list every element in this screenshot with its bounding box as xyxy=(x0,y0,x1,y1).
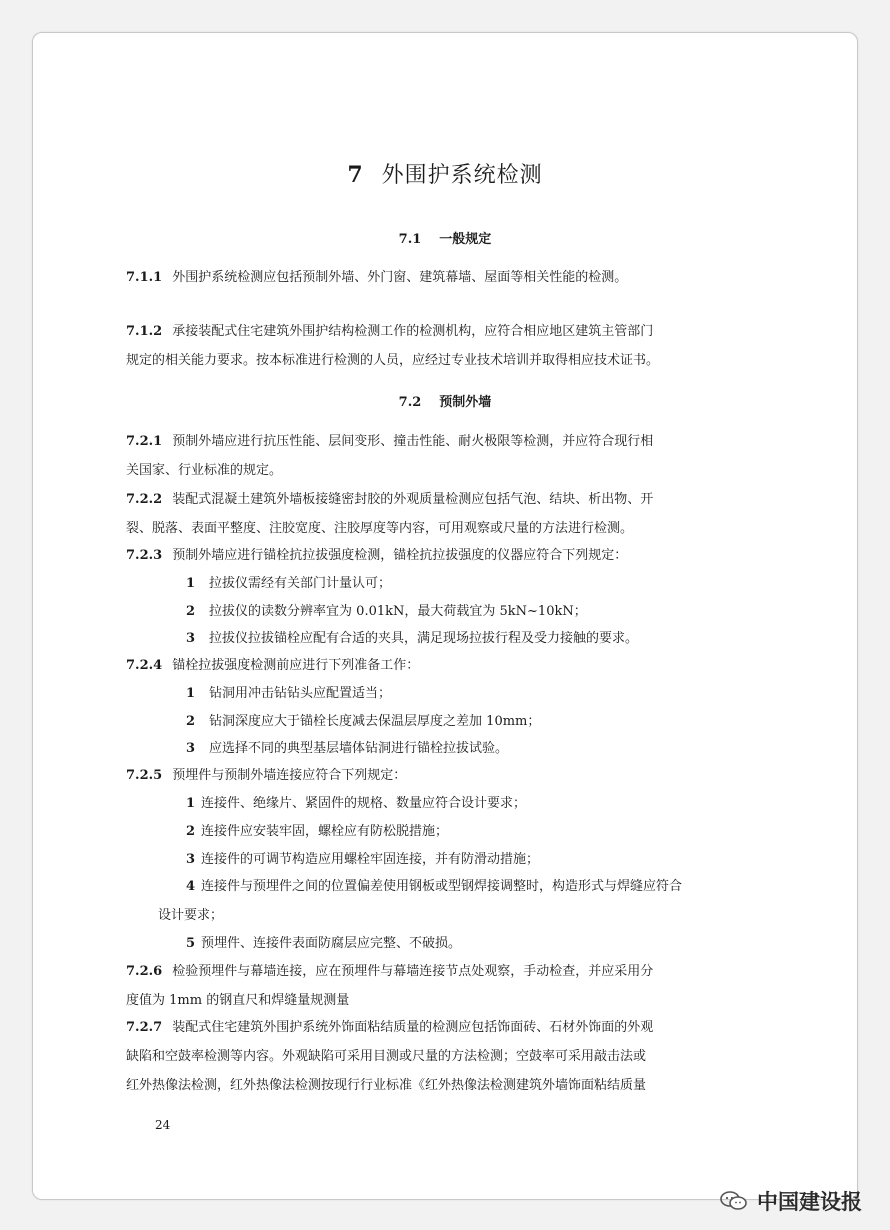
clause-text: 外围护系统检测应包括预制外墙、外门窗、建筑幕墙、屋面等相关性能的检测。 xyxy=(172,270,628,285)
item-number: 1 xyxy=(186,796,196,811)
item-number: 2 xyxy=(186,824,196,839)
clause-text: 承接装配式住宅建筑外围护结构检测工作的检测机构，应符合相应地区建筑主管部门 xyxy=(172,324,654,339)
list-item xyxy=(186,707,746,736)
item-text: 钻洞用冲击钻钻头应配置适当； xyxy=(209,686,392,701)
list-item xyxy=(186,679,746,708)
item-text: 连接件与预埋件之间的位置偏差使用钢板或型钢焊接调整时，构造形式与焊缝应符合 xyxy=(201,879,683,894)
item-text: 钻洞深度应大于锚栓长度减去保温层厚度之差加 10mm； xyxy=(209,714,541,729)
clause-text-cont: 关国家、行业标准的规定。 xyxy=(126,463,283,478)
clause-number: 7.2.3 xyxy=(126,548,163,563)
item-text: 连接件的可调节构造应用螺栓牢固连接，并有防滑动措施； xyxy=(201,852,540,867)
item-text: 连接件、绝缘片、紧固件的规格、数量应符合设计要求； xyxy=(201,796,527,811)
item-number: 3 xyxy=(186,852,196,867)
item-number: 2 xyxy=(186,604,196,619)
list-item xyxy=(186,734,746,763)
clause-7-2-6 xyxy=(126,957,740,1015)
clause-number: 7.2.5 xyxy=(126,768,163,783)
clause-number: 7.2.2 xyxy=(126,492,163,507)
clause-text: 预制外墙应进行抗压性能、层间变形、撞击性能、耐火极限等检测，并应符合现行相 xyxy=(172,434,654,449)
list-item xyxy=(186,624,746,653)
section-title-7-1 xyxy=(0,228,890,247)
chapter-title xyxy=(0,158,890,189)
item-number: 3 xyxy=(186,741,196,756)
clause-7-1-2 xyxy=(126,317,740,375)
list-item xyxy=(186,817,746,846)
clause-7-2-7 xyxy=(126,1013,740,1100)
item-number: 5 xyxy=(186,936,196,951)
item-number: 1 xyxy=(186,576,196,591)
item-text: 拉拔仪拉拔锚栓应配有合适的夹具，满足现场拉拔行程及受力接触的要求。 xyxy=(209,631,639,646)
item-text: 拉拔仪的读数分辨率宜为 0.01kN，最大荷载宜为 5kN~10kN； xyxy=(209,604,587,619)
clause-text-cont: 裂、脱落、表面平整度、注胶宽度、注胶厚度等内容，可用观察或尺量的方法进行检测。 xyxy=(126,521,634,536)
clause-number: 7.1.2 xyxy=(126,324,163,339)
item-number: 4 xyxy=(186,879,196,894)
item-number: 2 xyxy=(186,714,196,729)
list-item xyxy=(186,597,746,626)
clause-7-2-4 xyxy=(126,651,740,680)
list-item xyxy=(186,929,746,958)
clause-text-cont: 规定的相关能力要求。按本标准进行检测的人员，应经过专业技术培训并取得相应技术证书。 xyxy=(126,353,660,368)
clause-text: 预制外墙应进行锚栓抗拉拔强度检测，锚栓抗拉拔强度的仪器应符合下列规定： xyxy=(172,548,628,563)
list-item xyxy=(186,872,746,901)
clause-7-2-5 xyxy=(126,761,740,790)
section-title-7-2 xyxy=(0,391,890,410)
clause-number: 7.2.4 xyxy=(126,658,163,673)
section-title-text: 预制外墙 xyxy=(439,395,492,410)
clause-number: 7.2.6 xyxy=(126,964,163,979)
clause-number: 7.1.1 xyxy=(126,270,163,285)
clause-7-2-3 xyxy=(126,541,740,570)
clause-text: 装配式混凝土建筑外墙板接缝密封胶的外观质量检测应包括气泡、结块、析出物、开 xyxy=(172,492,654,507)
clause-7-1-1 xyxy=(126,263,740,292)
item-text: 预埋件、连接件表面防腐层应完整、不破损。 xyxy=(201,936,462,951)
item-number: 3 xyxy=(186,631,196,646)
list-item xyxy=(186,569,746,598)
page-number: 24 xyxy=(155,1118,171,1132)
chapter-title-text: 外围护系统检测 xyxy=(381,163,543,188)
clause-text: 装配式住宅建筑外围护系统外饰面粘结质量的检测应包括饰面砖、石材外饰面的外观 xyxy=(172,1020,654,1035)
watermark xyxy=(719,1186,862,1216)
clause-text-cont: 红外热像法检测，红外热像法检测按现行行业标准《红外热像法检测建筑外墙饰面粘结质量 xyxy=(126,1078,647,1093)
item-text: 应选择不同的典型基层墙体钻洞进行锚栓拉拔试验。 xyxy=(209,741,509,756)
clause-text: 锚栓拉拔强度检测前应进行下列准备工作： xyxy=(172,658,420,673)
list-item-cont xyxy=(158,901,718,930)
chapter-number: 7 xyxy=(347,162,364,188)
watermark-text: 中国建设报 xyxy=(757,1190,862,1214)
item-text: 连接件应安装牢固，螺栓应有防松脱措施； xyxy=(201,824,449,839)
item-number: 1 xyxy=(186,686,196,701)
clause-7-2-1 xyxy=(126,427,740,485)
clause-text: 预埋件与预制外墙连接应符合下列规定： xyxy=(172,768,407,783)
section-title-text: 一般规定 xyxy=(439,232,492,247)
list-item xyxy=(186,845,746,874)
clause-7-2-2 xyxy=(126,485,740,543)
clause-text: 检验预埋件与幕墙连接，应在预埋件与幕墙连接节点处观察，手动检查，并应采用分 xyxy=(172,964,654,979)
section-number: 7.2 xyxy=(398,395,422,410)
clause-number: 7.2.1 xyxy=(126,434,163,449)
clause-number: 7.2.7 xyxy=(126,1020,163,1035)
wechat-icon xyxy=(719,1190,749,1212)
list-item xyxy=(186,789,746,818)
item-text: 拉拔仪需经有关部门计量认可； xyxy=(209,576,392,591)
item-text-cont: 设计要求； xyxy=(158,908,224,923)
clause-text-cont: 度值为 1mm 的钢直尺和焊缝量规测量 xyxy=(126,993,350,1008)
clause-text-cont: 缺陷和空鼓率检测等内容。外观缺陷可采用目测或尺量的方法检测；空鼓率可采用敲击法或 xyxy=(126,1049,647,1064)
section-number: 7.1 xyxy=(398,232,422,247)
